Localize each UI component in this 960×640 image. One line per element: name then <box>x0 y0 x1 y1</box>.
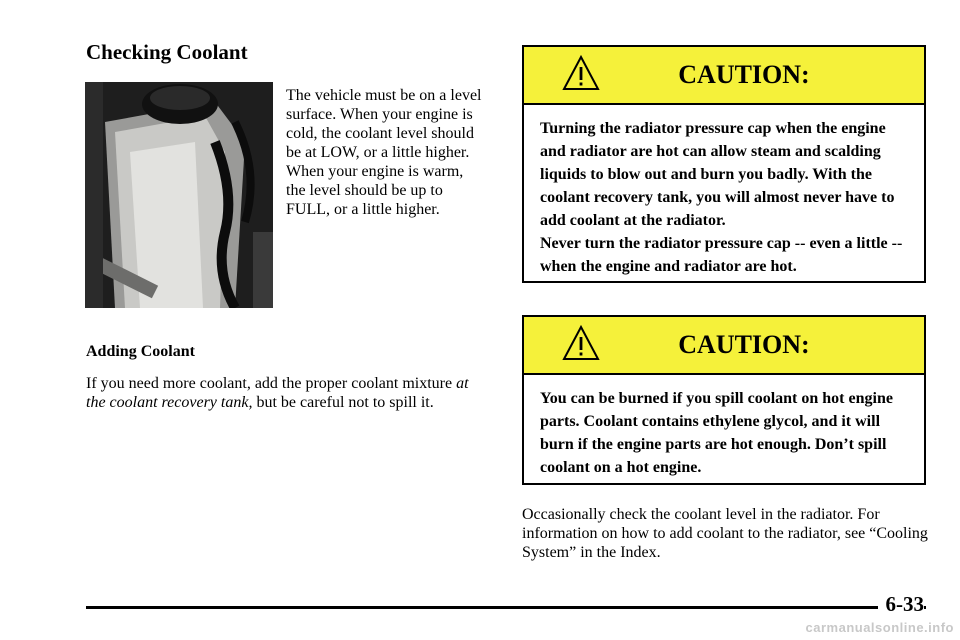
intro-text: The vehicle must be on a level surface. When your engine is cold, the coolant level should be at LOW, or a little higher. When your engine is warm, the level should be up to FULL, or a little higher. <box>286 87 482 218</box>
warning-triangle-icon <box>562 55 600 96</box>
caution-body <box>524 375 924 479</box>
caution-header <box>524 47 924 105</box>
caution-title: CAUTION: <box>678 60 810 89</box>
adding-coolant-text <box>86 374 476 412</box>
footer-rule <box>86 606 926 609</box>
closing-text: Occasionally check the coolant level in the radiator. For information on how to add coolant to the radiator, see “Cooling System” in the Index. <box>522 506 928 561</box>
page-number: 6-33 <box>878 592 925 617</box>
caution-paragraph: You can be burned if you spill coolant on hot engine parts. Coolant contains ethylene glycol, and it will burn if the engine parts are hot enough. Don’t spill coolant on a hot engine. <box>540 390 893 476</box>
adding-coolant-heading: Adding Coolant <box>86 343 195 360</box>
caution-title: CAUTION: <box>678 330 810 359</box>
coolant-tank-photo <box>85 82 273 308</box>
caution-paragraph: Turning the radiator pressure cap when the engine and radiator are hot can allow steam and scalding liquids to blow out and burn you badly. With the coolant recovery tank, you will almost never have to add coolant at the radiator. <box>540 120 895 229</box>
caution-body <box>524 105 924 278</box>
watermark: carmanualsonline.info <box>805 620 954 635</box>
caution-box-radiator-cap <box>522 45 926 283</box>
adding-text-italic: at the coolant recovery tank, <box>86 375 469 411</box>
caution-box-spill <box>522 315 926 485</box>
caution-header <box>524 317 924 375</box>
caution-paragraph: Never turn the radiator pressure cap -- even a little -- when the engine and radiator are hot. <box>540 235 903 275</box>
adding-text-start: If you need more coolant, add the proper coolant mixture <box>86 375 457 392</box>
section-heading: Checking Coolant <box>86 40 248 64</box>
warning-triangle-icon <box>562 325 600 366</box>
adding-text-end: but be careful not to spill it. <box>252 394 434 411</box>
